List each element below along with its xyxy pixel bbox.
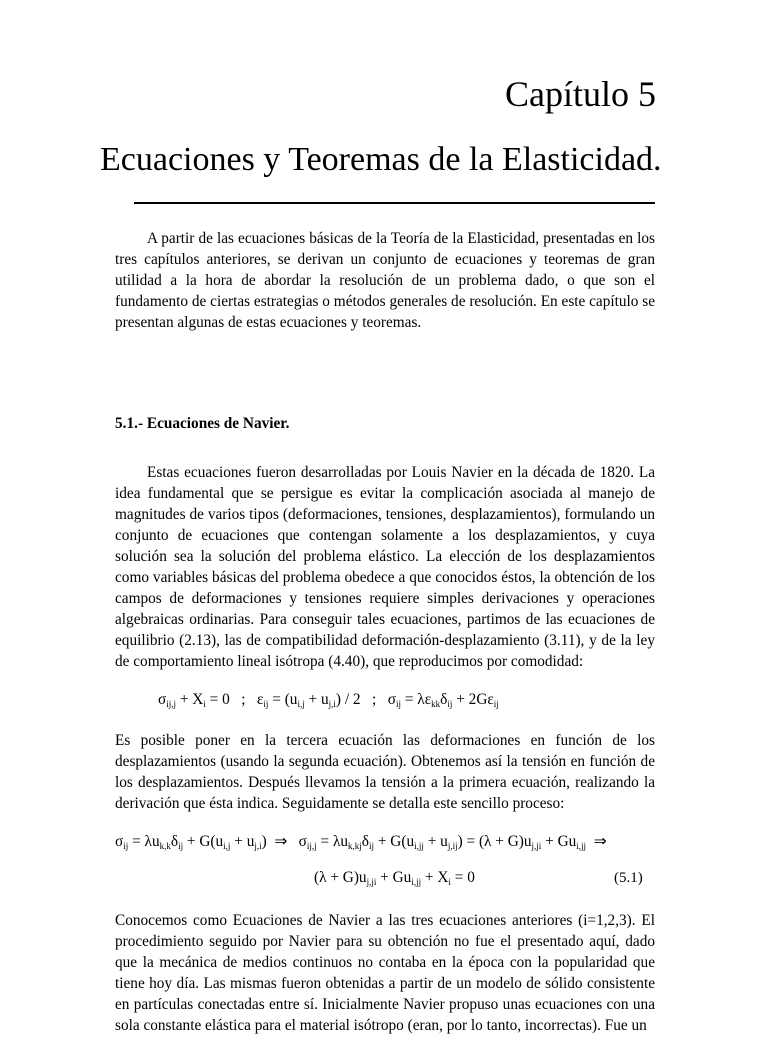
chapter-title: Ecuaciones y Teoremas de la Elasticidad. [100,141,662,178]
equation-basic: $\sigma_{ij,j} + X_i = 0$ ; $\varepsilon_{ij} = (u_{i,j} + u_{j,i}) / 2$ ; $\sigma_{ij} = \lambda\varepsilon_{kk}\delta_{ij} + 2G\varepsilon_{ij}$ [158,691,499,709]
equation-derivation: $\sigma_{ij} = \lambda u_{k,k}\delta_{ij} + G(u_{i,j} + u_{j,i})$ ⇒ $\sigma_{ij,j} = \lambda u_{k,kj}\delta_{ij} + G(u_{i,jj} + u_{j,ij}) = (\lambda + G)u_{j,ji} + Gu_{i,jj}$ ⇒ [115,833,607,851]
paragraph: Estas ecuaciones fueron desarrolladas por Louis Navier en la década de 1820. La idea fundamental que se persigue es evitar la complicación asociada al manejo de magnitudes de varios tipos (deformaciones, tensiones, desplazamientos), formulando un conjunto de ecuaciones que contengan solamente a los desplazamientos, y cuya solución sea la solución del problema elástico. La elección de los desplazamientos como variables básicas del problema obedece a que conocidos éstos, la obtención de los campos de deformaciones y tensiones requiere simples derivaciones y operaciones algebraicas ordinarias. Para conseguir tales ecuaciones, partimos de las ecuaciones de equilibrio (2.13), las de compatibilidad deformación-desplazamiento (3.11), y de la ley de comportamiento lineal isótropa (4.40), que reproducimos por comodidad: [115,464,655,670]
paragraph: Es posible poner en la tercera ecuación las deformaciones en función de los desplazamientos (usando la segunda ecuación). Obtenemos así la tensión en función de los desplazamientos. Después llevamos la tensión a la primera ecuación, realizando la derivación que ésta indica. Seguidamente se detalla este sencillo proceso: [115,732,655,812]
intro-paragraph: A partir de las ecuaciones básicas de la Teoría de la Elasticidad, presentadas en los tres capítulos anteriores, se derivan un conjunto de ecuaciones y teoremas de gran utilidad a la hora de abordar la resolución de un problema dado, o que son el fundamento de ciertas estrategias o métodos generales de resolución. En este capítulo se presentan algunas de estas ecuaciones y teoremas. [115,230,655,331]
equation-number: (5.1) [614,870,643,886]
chapter-label: Capítulo 5 [505,74,656,114]
paragraph: Conocemos como Ecuaciones de Navier a las tres ecuaciones anteriores (i=1,2,3). El procedimiento seguido por Navier para su obtención no fue el presentado aquí, dado que la mecánica de medios continuos no contaba en la época con la popularidad que tiene hoy día. Las mismas fueron obtenidas a partir de un modelo de sólido consistente en partículas conectadas entre sí. Inicialmente Navier propuso unas ecuaciones con una sola constante elástica para el material isótropo (eran, por lo tanto, incorrectas). Fue un [115,912,655,1034]
section-heading: 5.1.- Ecuaciones de Navier. [115,415,290,432]
equation-row [0,866,768,890]
title-rule [134,202,655,204]
equation-navier: $(\lambda + G)u_{j,ji} + Gu_{i,jj} + X_i = 0$ [314,869,475,887]
